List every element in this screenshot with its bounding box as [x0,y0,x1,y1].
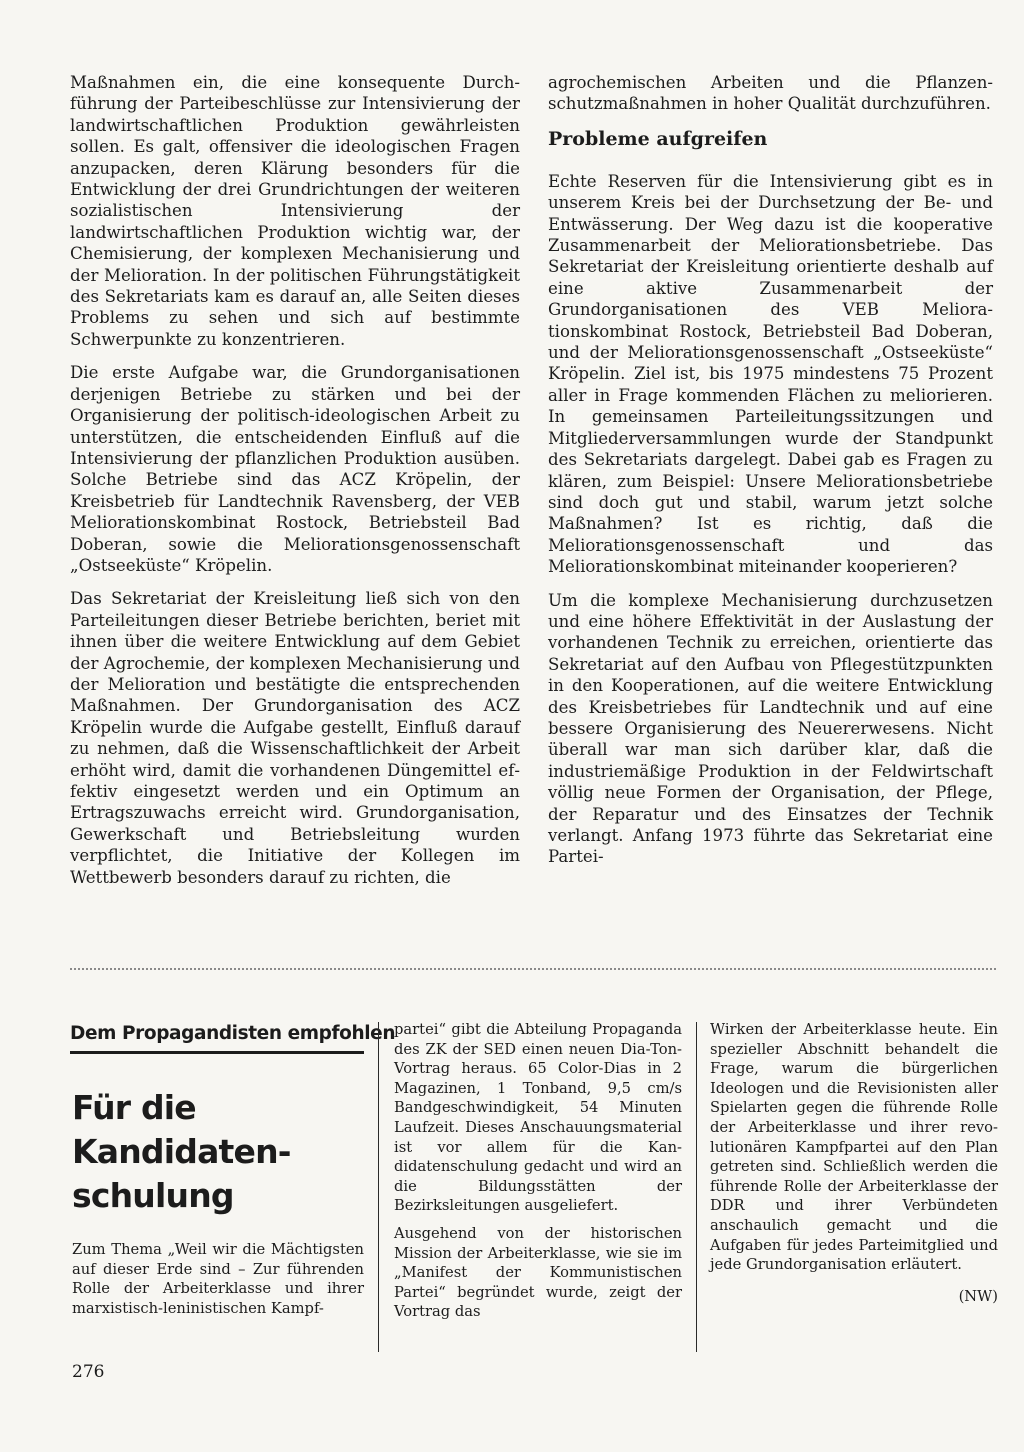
article-column-left [70,72,520,888]
paragraph: agrochemischen Arbeiten und die Pflanzenschutzmaßnahmen in hoher Qualität durchzuführen. [548,73,993,114]
paragraph: Wirken der Arbeiterklasse heute. Ein spezieller Abschnitt behandelt die Frage, warum die bürgerlichen Ideologen und die Revisionisten aller Spielarten gegen die führende Rolle der Arbeiterklasse und ihrer revolutionären Kampfpartei auf den Plan getreten sind. Schließlich werden die führende Rolle der Arbeiterklasse der DDR und ihrer Verbündeten anschaulich gemacht und die Aufgaben für jedes Parteimitglied und jede Grundorganisation erläutert. [710,1021,998,1274]
article-column-right [548,72,993,868]
section-heading: Probleme aufgreifen [548,127,768,150]
paragraph: Die erste Aufgabe war, die Grundorganisationen derjenigen Betriebe zu stärken und bei der Organisierung der politisch-ideologischen Arbeit zu unterstützen, die entscheidenden Einfluß auf die Intensivierung der pflanzlichen Produktion ausüben. Solche Betriebe sind das ACZ Kröpelin, der Kreisbetrieb für Landtechnik Ravensberg, der VEB Meliorationskombinat Rostock, Betriebsteil Bad Doberan, sowie die Meliorationsgenossenschaft „Ostseeküste“ Kröpelin. [70,363,520,575]
paragraph: Zum Thema „Weil wir die Mächtigsten auf dieser Erde sind – Zur führenden Rolle der Arbeiterklasse und ihrer marxistisch-leninistischen Kampf- [72,1241,364,1317]
column-rule [378,1022,379,1352]
headline-line: Für die [72,1088,196,1127]
box-column-2 [394,1020,682,1330]
paragraph: Ausgehend von der historischen Mission der Arbeiterklasse, wie sie im „Manifest der Kommunistischen Partei“ begründet wurde, zeigt der Vortrag das [394,1224,682,1321]
column-rule [696,1022,697,1352]
paragraph: Um die komplexe Mechanisierung durchzusetzen und eine höhere Effektivität in der Auslastung der vorhandenen Technik zu erreichen, orientierte das Sekretariat auf den Aufbau von Pflegestützpunkten in den Kooperationen, auf die weitere Entwicklung des Kreisbetriebes für Landtechnik und auf eine bessere Organisierung des Neuererwesens. Nicht überall war man sich darüber klar, daß die industriemäßige Produktion in der Feldwirtschaft völlig neue Formen der Organisation, der Pflege, der Reparatur und des Einsatzes der Technik verlangt. Anfang 1973 führte das Sekretariat eine Partei- [548,590,993,867]
paragraph: Echte Reserven für die Intensivierung gibt es in unserem Kreis bei der Durchsetzung der Be- und Entwässerung. Der Weg dazu ist die kooperative Zusammenarbeit der Meliorationsbetriebe. Das Sekretariat der Kreisleitung orientierte deshalb auf eine aktive Zusammenarbeit der Grundorganisationen des VEB Meliorationskombinat Rostock, Betriebsteil Bad Doberan, und der Meliorationsgenossenschaft „Ostseeküste“ Kröpelin. Ziel ist, bis 1975 mindestens 75 Prozent aller in Frage kommenden Flächen zu meliorieren. In gemeinsamen Parteileitungssitzungen und Mitgliederversammlungen wurde der Standpunkt des Sekretariats dargelegt. Dabei gab es Fragen zu klären, zum Beispiel: Unsere Meliorationsbetriebe sind doch gut und stabil, warum jetzt solche Maßnahmen? Ist es richtig, daß die Meliorationsgenossenschaft und das Meliorationskombinat miteinander kooperieren? [548,171,993,577]
headline-line: Kandidaten- [72,1132,291,1171]
paragraph: Maßnahmen ein, die eine konsequente Durchführung der Parteibeschlüsse zur Intensivierung der landwirtschaftlichen Produktion gewährleisten sollen. Es galt, offensiver die ideologischen Fragen anzupacken, deren Klärung besonders für die Entwicklung der drei Grundrichtungen der weiteren sozialistischen Intensivierung der landwirtschaftlichen Produktion wichtig war, der Chemisierung, der komplexen Mechanisierung und der Melioration. In der politischen Führungstätigkeit des Sekretariats kam es darauf an, alle Seiten dieses Problems zu sehen und sich auf bestimmte Schwerpunkte zu konzentrieren. [70,73,520,349]
box-kicker: Dem Propagandisten empfohlen [70,1020,364,1054]
source-abbreviation: (NW) [958,1287,998,1305]
paragraph: partei“ gibt die Abteilung Propaganda des ZK der SED einen neuen Dia-Ton-Vortrag heraus. 65 Color-Dias in 2 Magazinen, 1 Tonband, 9,5 cm/s Bandgeschwindigkeit, 54 Minuten Laufzeit. Dieses Anschauungsmaterial ist vor allem für die Kandidatenschulung gedacht und wird an die Bildungsstätten der Bezirksleitungen ausgeliefert. [394,1021,682,1215]
page-number: 276 [72,1362,105,1382]
section-divider [70,968,996,970]
box-headline [72,1086,368,1218]
box-column-1 [72,1240,364,1326]
headline-line: schulung [72,1176,234,1215]
box-column-3 [710,1020,998,1306]
paragraph: Das Sekretariat der Kreisleitung ließ sich von den Parteileitungen dieser Betriebe berichten, beriet mit ihnen über die weitere Entwicklung auf dem Gebiet der Agrochemie, der komplexen Mechanisierung und der Melioration und bestätigte die entsprechenden Maßnahmen. Der Grundorganisation des ACZ Kröpelin wurde die Aufgabe gestellt, Einfluß darauf zu nehmen, daß die Wissenschaftlichkeit der Arbeit erhöht wird, damit die vorhandenen Düngemittel effektiv eingesetzt werden und ein Optimum an Ertragszuwachs erreicht wird. Grundorganisation, Gewerkschaft und Betriebsleitung wurden verpflichtet, die Initiative der Kollegen im Wettbewerb besonders darauf zu richten, die [70,589,520,887]
